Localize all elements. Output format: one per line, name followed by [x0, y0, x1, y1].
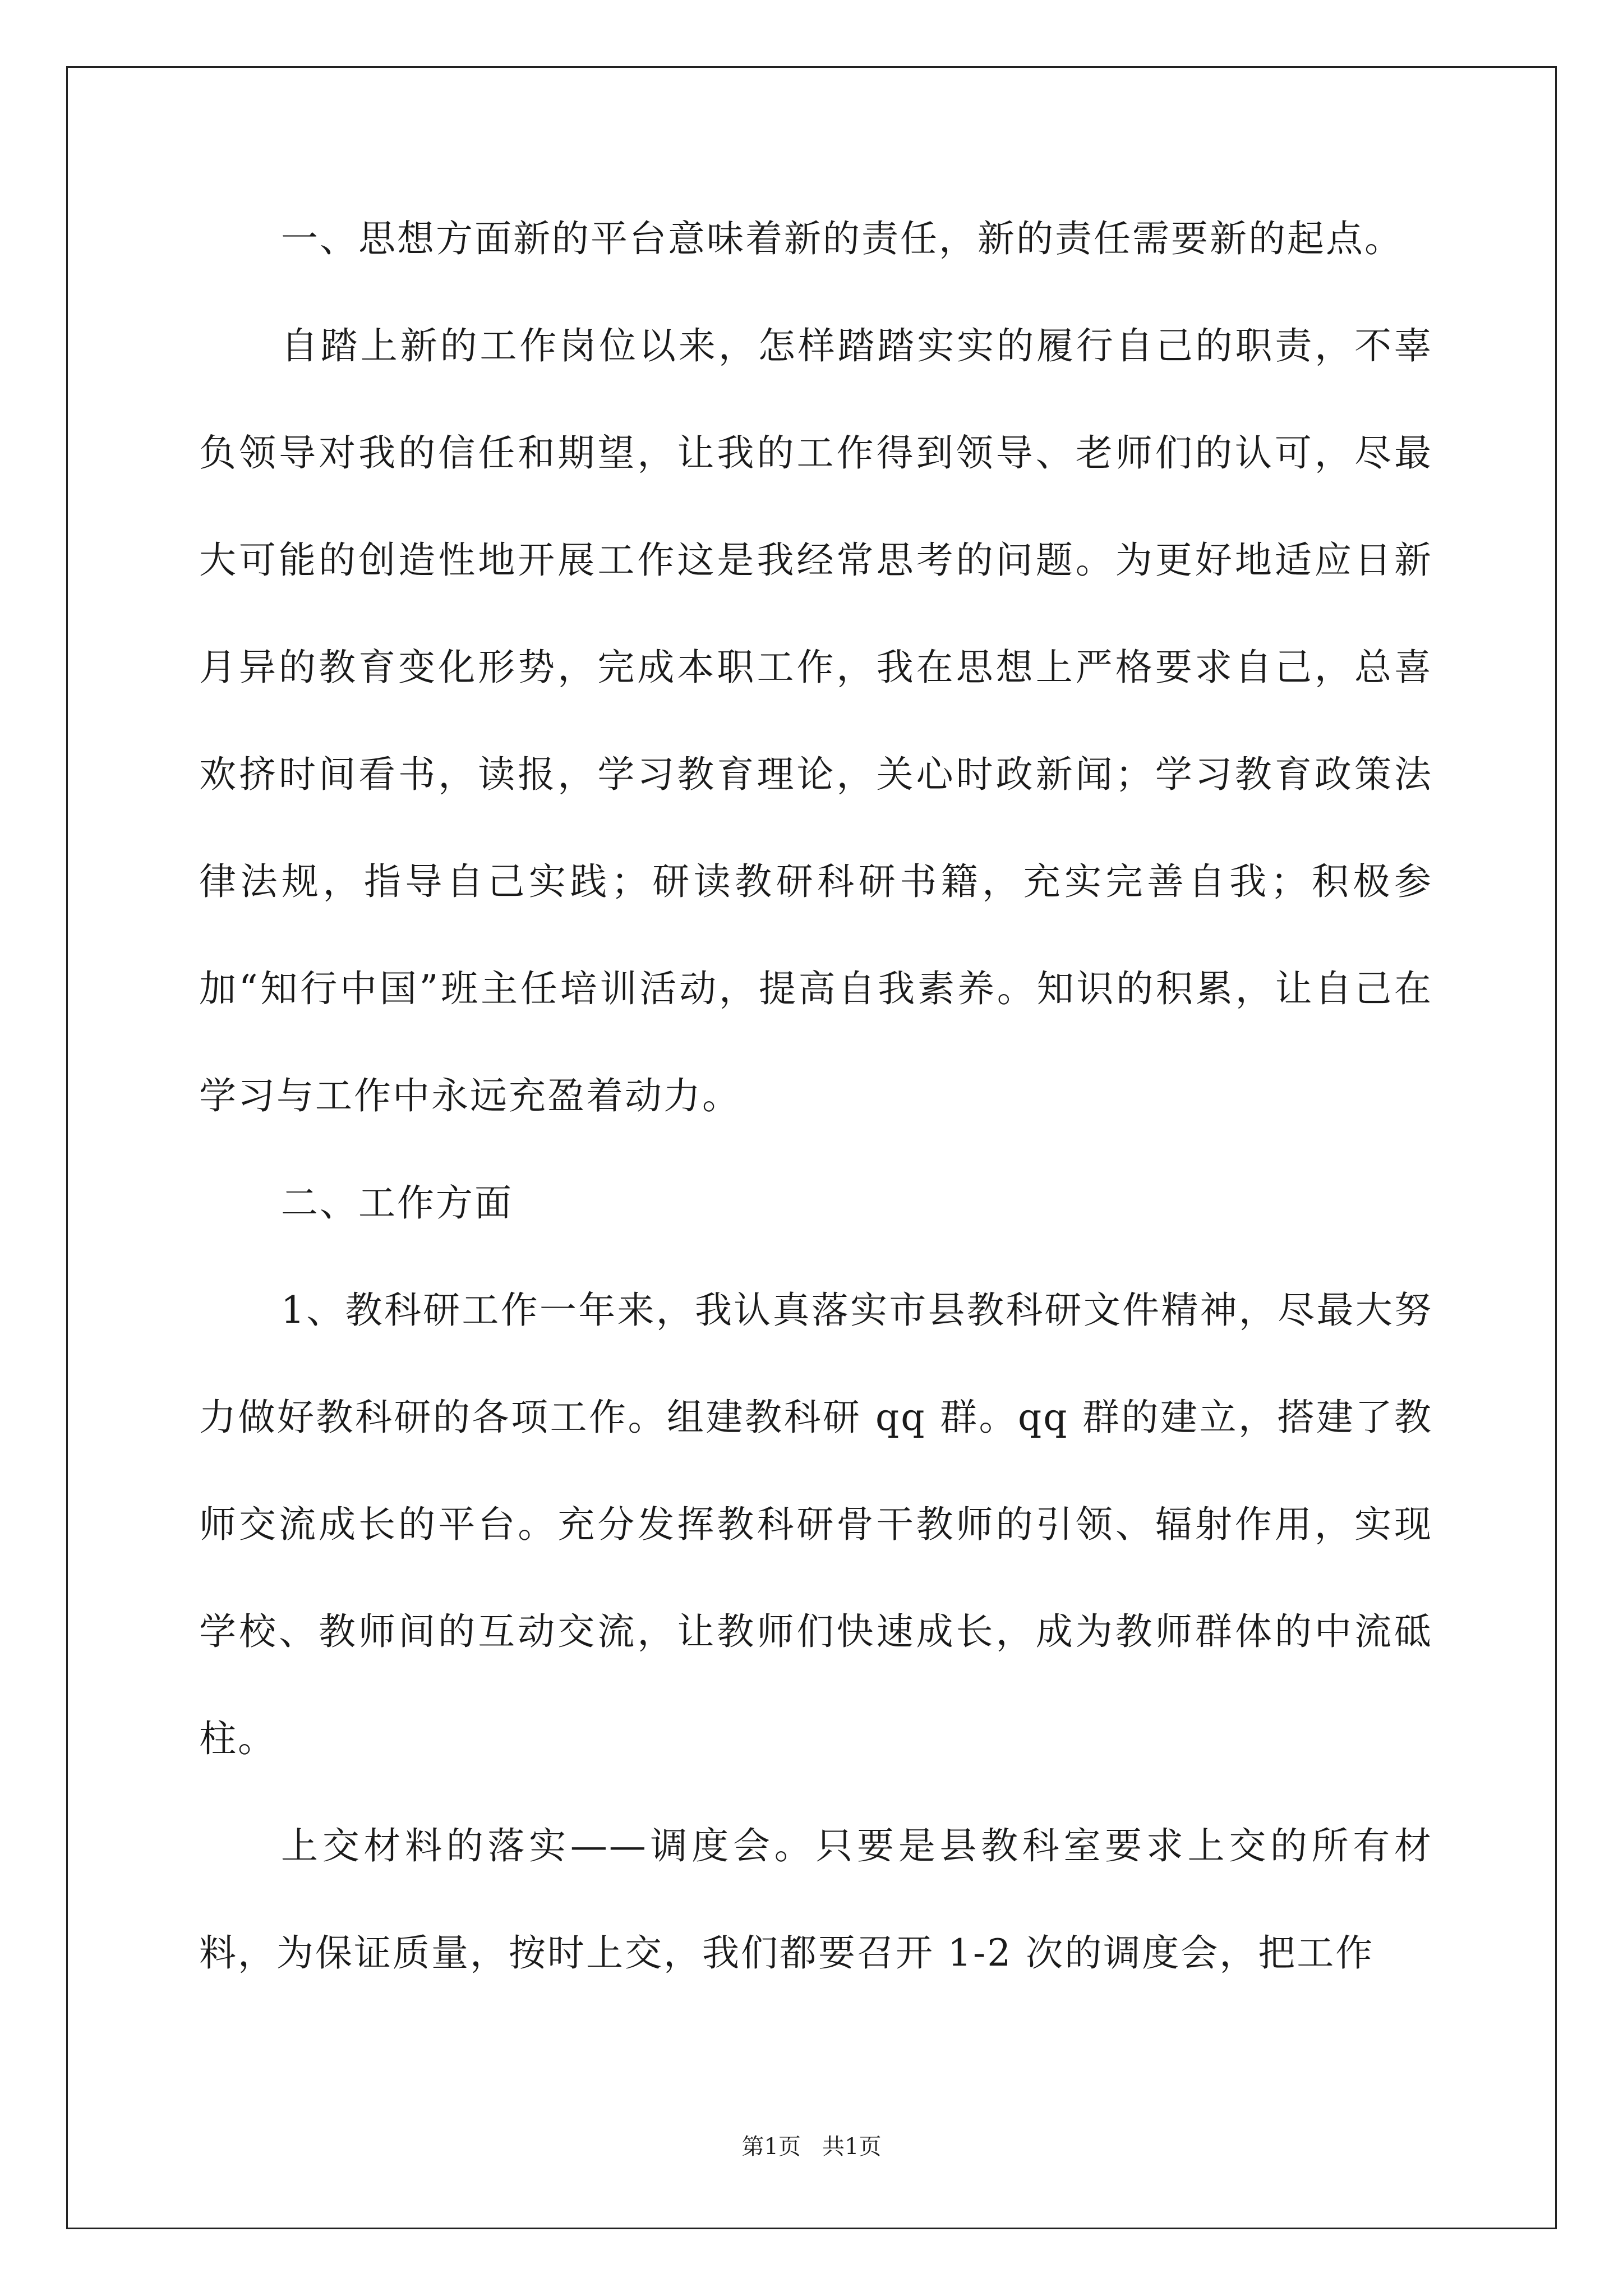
page-number-footer: 第1页 共1页	[741, 2134, 882, 2160]
paragraph-thought-body: 自踏上新的工作岗位以来，怎样踏踏实实的履行自己的职责，不辜负领导对我的信任和期望，让我的工作得到领导、老师们的认可，尽最大可能的创造性地开展工作这是我经常思考的问题。为更好地适应日新月异的教育变化形势，完成本职工作，我在思想上严格要求自己，总喜欢挤时间看书，读报，学习教育理论，关心时政新闻；学习教育政策法律法规，指导自己实践；研读教研科研书籍，充实完善自我；积极参加“知行中国”班主任培训活动，提高自我素养。知识的积累，让自己在学习与工作中永远充盈着动力。	[199, 324, 1433, 1117]
paragraph-work-heading: 二、工作方面	[281, 1181, 513, 1225]
paragraph-research-work: 1、教科研工作一年来，我认真落实市县教科研文件精神，尽最大努力做好教科研的各项工作。组建教科研 qq 群。qq 群的建立，搭建了教师交流成长的平台。充分发挥教科研骨干教师的引领、辐射作用，实现学校、教师间的互动交流，让教师们快速成长，成为教师群体的中流砥柱。	[199, 1289, 1433, 1760]
document-body	[199, 185, 1433, 2007]
paragraph-materials: 上交材料的落实——调度会。只要是县教科室要求上交的所有材料，为保证质量，按时上交，我们都要召开 1-2 次的调度会，把工作	[199, 1824, 1433, 1975]
paragraph-thought-heading: 一、思想方面新的平台意味着新的责任，新的责任需要新的起点。	[281, 217, 1403, 260]
